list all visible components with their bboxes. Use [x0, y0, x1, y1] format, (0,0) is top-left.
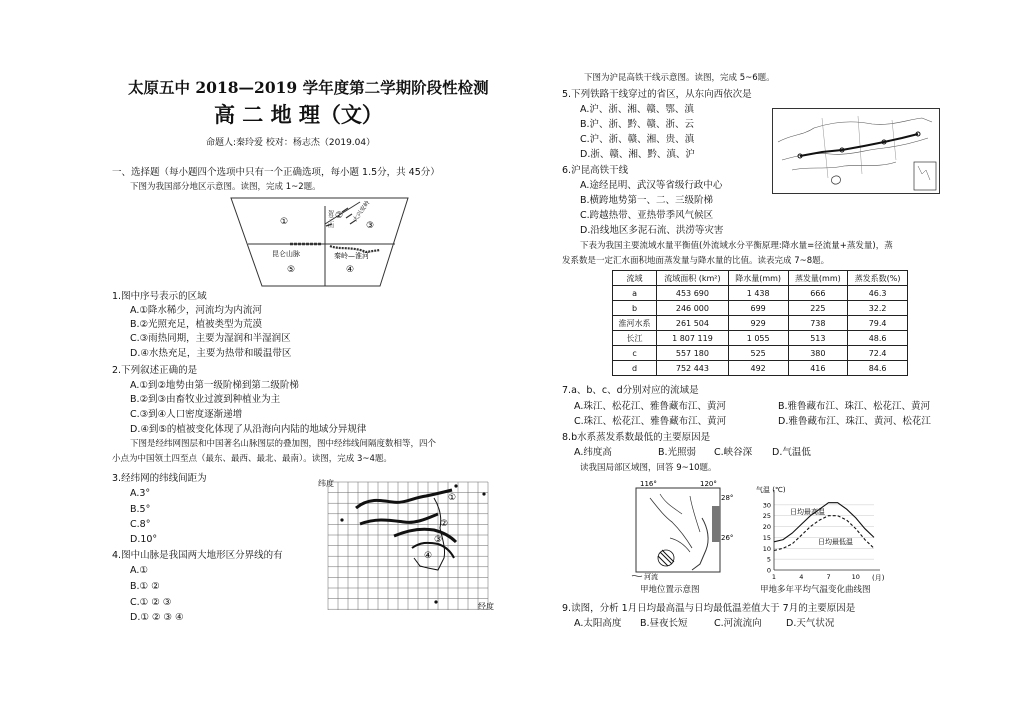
x-tick-label: 10 — [851, 573, 860, 581]
table-cell: 666 — [788, 286, 848, 301]
table-cell: 79.4 — [848, 316, 908, 331]
table-cell: 929 — [728, 316, 788, 331]
jia-location-map — [630, 478, 734, 582]
q6-option-a[interactable]: A.途经昆明、武汉等省级行政中心 — [580, 180, 723, 191]
river-basin-table — [612, 270, 908, 376]
chart-ylabel: 气温 (℃) — [756, 486, 786, 494]
map1-label-daxinganling: 大兴安岭 — [351, 199, 372, 224]
china-regions-map — [230, 196, 410, 288]
q5-option-c[interactable]: C.沪、浙、赣、湘、贵、滇 — [580, 134, 695, 145]
intro-q7-8-line2: 发系数是一定汇水面积地面蒸发量与降水量的比值。读表完成 7~8题。 — [562, 256, 830, 266]
grid-y-label: 纬度 — [318, 479, 334, 488]
q7-stem: 7.a、b、c、d分别对应的流域是 — [562, 385, 699, 396]
grid-label-3: ③ — [434, 535, 443, 545]
table-cell: 453 690 — [657, 286, 729, 301]
q8-stem: 8.b水系蒸发系数最低的主要原因是 — [562, 432, 711, 443]
q9-stem: 9.读图，分析 1月日均最高温与日均最低温差值大于 7月的主要原因是 — [562, 603, 856, 614]
q6-option-d[interactable]: D.沿线地区多泥石流、洪涝等灾害 — [580, 225, 724, 236]
q3-option-c[interactable]: C.8° — [130, 519, 151, 530]
q1-option-d[interactable]: D.④水热充足，主要为热带和暖温带区 — [130, 348, 292, 359]
intro-q7-8-line1: 下表为我国主要流域水量平衡值(外流域水分平衡原理:降水量=径流量+蒸发量)，蒸 — [580, 241, 893, 251]
grid-label-1: ① — [448, 493, 457, 503]
q2-option-b[interactable]: B.②到③由畜牧业过渡到种植业为主 — [130, 394, 281, 405]
latlon-grid-map — [316, 478, 500, 614]
table-cell: 长江 — [613, 331, 657, 346]
y-tick-label: 25 — [762, 512, 771, 521]
q7-option-a[interactable]: A.珠江、松花江、雅鲁藏布江、黄河 — [574, 401, 726, 412]
table-cell: 738 — [788, 316, 848, 331]
map1-label-1: ① — [280, 217, 289, 227]
q2-option-d[interactable]: D.④到⑤的植被变化体现了从沿海向内陆的地域分异规律 — [130, 424, 367, 435]
y-tick-label: 15 — [762, 533, 771, 542]
table-row — [613, 316, 908, 331]
y-tick-label: 30 — [762, 501, 771, 510]
temp-chart-caption: 甲地多年平均气温变化曲线图 — [760, 585, 871, 595]
table-header: 降水量(mm) — [728, 271, 788, 286]
y-tick-label: 0 — [766, 566, 771, 575]
author-line: 命题人:秦玲爱 校对：杨志杰（2019.04） — [206, 138, 376, 148]
shanghai-kunming-hsr-map — [772, 108, 940, 194]
temperature-chart — [756, 480, 892, 584]
q4-option-c[interactable]: C.① ② ③ — [130, 597, 172, 608]
intro-q5-6: 下图为沪昆高铁干线示意图。读图，完成 5~6题。 — [584, 73, 775, 83]
x-tick-label: 4 — [799, 573, 804, 581]
q8-option-a[interactable]: A.纬度高 — [574, 447, 612, 458]
intro-q3-4-line2: 小点为中国领土四至点（最东、最西、最北、最南）。读图，完成 3~4题。 — [112, 454, 392, 464]
table-cell: 261 504 — [657, 316, 729, 331]
q7-option-d[interactable]: D.雅鲁藏布江、珠江、黄河、松花江 — [778, 416, 931, 427]
table-header-row — [613, 271, 908, 286]
table-cell: 46.3 — [848, 286, 908, 301]
table-cell: 380 — [788, 346, 848, 361]
q8-option-d[interactable]: D.气温低 — [772, 447, 811, 458]
table-header: 流域面积 (km²) — [657, 271, 729, 286]
table-cell: 525 — [728, 346, 788, 361]
series-label-min: 日均最低温 — [818, 538, 853, 546]
table-cell: 48.6 — [848, 331, 908, 346]
table-cell: 513 — [788, 331, 848, 346]
series-label-max: 日均最高温 — [790, 508, 825, 516]
q8-option-c[interactable]: C.峡谷深 — [714, 447, 753, 458]
map1-label-2: ② — [335, 211, 344, 221]
table-cell: a — [613, 286, 657, 301]
table-cell: 246 000 — [657, 301, 729, 316]
jia-map-caption: 甲地位置示意图 — [640, 585, 700, 595]
q1-stem: 1.图中序号表示的区域 — [112, 291, 207, 302]
x-tick-label: 7 — [826, 573, 831, 581]
q3-option-a[interactable]: A.3° — [130, 488, 151, 499]
table-cell: 492 — [728, 361, 788, 376]
table-cell: 557 180 — [657, 346, 729, 361]
q1-option-a[interactable]: A.①降水稀少，河流均为内流河 — [130, 305, 262, 316]
grid-label-4: ④ — [424, 551, 433, 561]
map1-label-helan: 贺兰山 — [326, 210, 334, 228]
q4-option-d[interactable]: D.① ② ③ ④ — [130, 612, 184, 623]
y-tick-label: 20 — [762, 523, 771, 532]
table-cell: 1 807 119 — [657, 331, 729, 346]
y-tick-label: 10 — [762, 544, 771, 553]
q2-option-a[interactable]: A.①到②地势由第一级阶梯到第二级阶梯 — [130, 380, 299, 391]
table-cell: d — [613, 361, 657, 376]
table-row — [613, 331, 908, 346]
table-row — [613, 346, 908, 361]
grid-x-label: 经度 — [478, 602, 494, 611]
q1-option-c[interactable]: C.③雨热同期，主要为湿润和半湿润区 — [130, 333, 291, 344]
table-cell: 32.2 — [848, 301, 908, 316]
section-heading: 一、选择题（每小题四个选项中只有一个正确选项，每小题 1.5分，共 45分） — [112, 167, 440, 178]
table-row — [613, 301, 908, 316]
table-header: 蒸发量(mm) — [788, 271, 848, 286]
table-cell: 699 — [728, 301, 788, 316]
jia-lat-26: 26° — [721, 534, 734, 542]
table-cell: 淮河水系 — [613, 316, 657, 331]
q9-option-d[interactable]: D.天气状况 — [786, 618, 835, 629]
table-cell: 225 — [788, 301, 848, 316]
q2-option-c[interactable]: C.③到④人口密度逐渐递增 — [130, 409, 243, 420]
q7-option-c[interactable]: C.珠江、松花江、雅鲁藏布江、黄河 — [574, 416, 727, 427]
table-header: 蒸发系数(%) — [848, 271, 908, 286]
y-tick-label: 5 — [766, 555, 771, 564]
table-cell: c — [613, 346, 657, 361]
q3-option-d[interactable]: D.10° — [130, 534, 158, 545]
intro-q1-2: 下图为我国部分地区示意图。读图，完成 1~2题。 — [130, 182, 321, 192]
table-cell: 416 — [788, 361, 848, 376]
q4-option-b[interactable]: B.① ② — [130, 581, 160, 592]
q4-stem: 4.图中山脉是我国两大地形区分界线的有 — [112, 550, 283, 561]
table-cell: b — [613, 301, 657, 316]
q5-stem: 5.下列铁路干线穿过的省区，从东向西依次是 — [562, 89, 752, 100]
q3-stem: 3.经纬网的纬线间距为 — [112, 473, 207, 484]
school-title: 太原五中 2018—2019 学年度第二学期阶段性检测 — [128, 78, 489, 97]
q5-option-d[interactable]: D.浙、赣、湘、黔、滇、沪 — [580, 149, 695, 160]
table-row — [613, 361, 908, 376]
intro-q9-10: 读我国局部区域图，回答 9~10题。 — [580, 463, 717, 473]
table-header: 流域 — [613, 271, 657, 286]
table-row — [613, 286, 908, 301]
jia-lat-28: 28° — [721, 494, 734, 502]
q9-option-a[interactable]: A.太阳高度 — [574, 618, 622, 629]
q6-stem: 6.沪昆高铁干线 — [562, 165, 629, 176]
map1-label-3: ③ — [366, 221, 375, 231]
jia-lon-116: 116° — [640, 480, 657, 488]
chart-x-unit: (月) — [872, 574, 885, 582]
q3-option-b[interactable]: B.5° — [130, 504, 151, 515]
q5-option-a[interactable]: A.沪、浙、湘、赣、鄂、滇 — [580, 104, 694, 115]
q2-stem: 2.下列叙述正确的是 — [112, 365, 198, 376]
q4-option-a[interactable]: A.① — [130, 565, 148, 576]
subject-title: 高 二 地 理（文） — [214, 102, 383, 127]
jia-river-legend: 河流 — [644, 573, 658, 581]
map1-label-qinling: 秦岭—淮河 — [334, 252, 369, 260]
q1-option-b[interactable]: B.②光照充足，植被类型为荒漠 — [130, 319, 263, 330]
q6-option-c[interactable]: C.跨越热带、亚热带季风气候区 — [580, 210, 714, 221]
map1-label-4: ④ — [346, 265, 355, 275]
q8-option-b[interactable]: B.光照弱 — [658, 447, 697, 458]
x-tick-label: 1 — [771, 573, 777, 581]
table-cell: 752 443 — [657, 361, 729, 376]
q9-option-b[interactable]: B.昼夜长短 — [640, 618, 688, 629]
map1-label-5: ⑤ — [287, 265, 296, 275]
table-cell: 84.6 — [848, 361, 908, 376]
q5-option-b[interactable]: B.沪、浙、黔、赣、浙、云 — [580, 119, 695, 130]
q7-option-b[interactable]: B.雅鲁藏布江、珠江、松花江、黄河 — [778, 401, 931, 412]
table-cell: 1 438 — [728, 286, 788, 301]
intro-q3-4-line1: 下图是经纬网图层和中国著名山脉图层的叠加图，图中经纬线间隔度数相等，四个 — [130, 439, 437, 449]
q6-option-b[interactable]: B.横跨地势第一、二、三级阶梯 — [580, 195, 714, 206]
table-cell: 72.4 — [848, 346, 908, 361]
q9-option-c[interactable]: C.河流流向 — [714, 618, 762, 629]
jia-lon-120: 120° — [700, 480, 717, 488]
grid-label-2: ② — [440, 519, 449, 529]
map1-label-kunlun: 昆仑山脉 — [272, 250, 300, 258]
table-cell: 1 055 — [728, 331, 788, 346]
